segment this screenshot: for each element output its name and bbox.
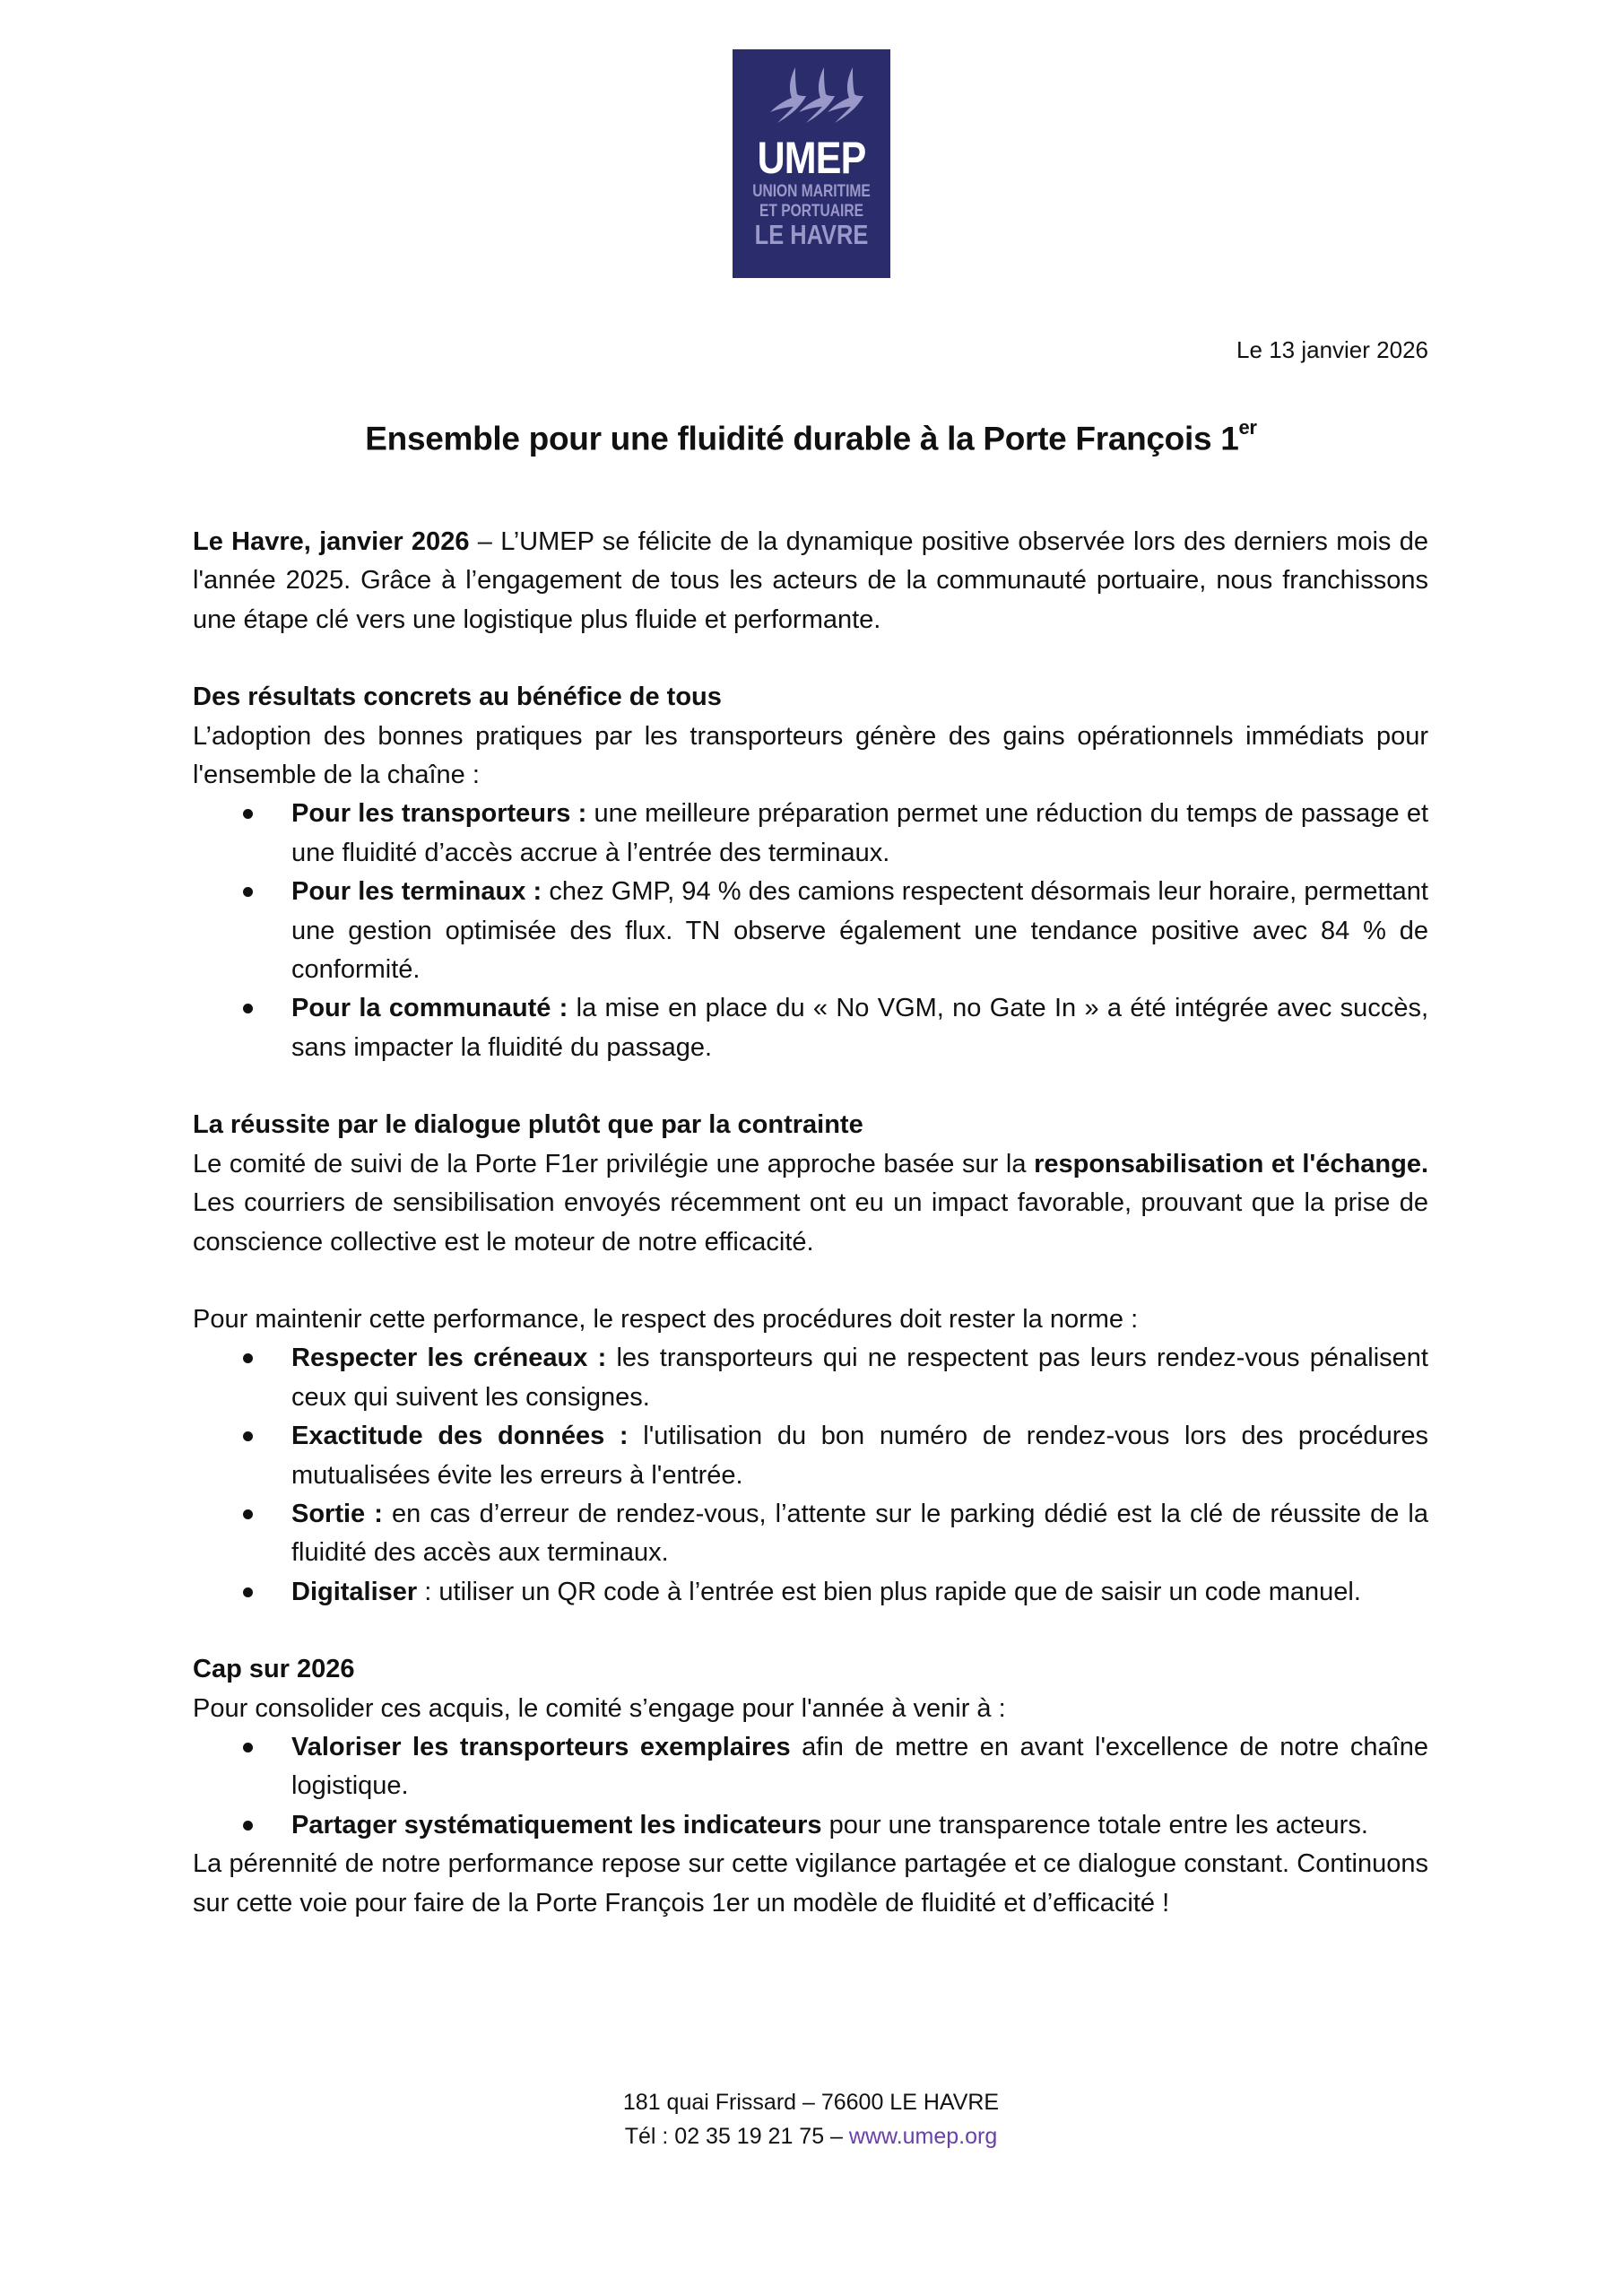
intro-text: – L’UMEP se félicite de la dynamique positive observée lors des derniers mois de l'année 2025. Grâce à l’engagement de tous les acteurs de la communauté portuaire, nous franchissons une étape clé vers une logistique plus fluide et performante. [193,527,1428,634]
item-text: : utiliser un QR code à l’entrée est bien plus rapide que de saisir un code manuel. [417,1577,1361,1606]
bullet-icon [243,887,253,897]
item-label: Sortie : [291,1499,383,1528]
para-text: Le comité de suivi de la Porte F1er privilégie une approche basée sur la [193,1149,1035,1178]
page-title [0,416,1622,457]
section-heading-dialogue: La réussite par le dialogue plutôt que par la contrainte [193,1110,863,1140]
procedures-list [193,1339,1428,1612]
goals-list [193,1728,1428,1845]
section-heading-2026: Cap sur 2026 [193,1655,355,1684]
umep-logo [733,49,890,278]
item-label: Pour la communauté : [291,994,568,1023]
bullet-icon [243,1821,253,1831]
item-label: Partager systématiquement les indicateurs [291,1810,822,1839]
logo-line-3: LE HAVRE [754,219,869,250]
section-paragraph-dialogue [193,1145,1428,1262]
item-label: Respecter les créneaux : [291,1344,607,1373]
intro-lead: Le Havre, janvier 2026 [193,527,470,556]
logo-line-1: UNION MARITIME [752,182,871,201]
bullet-icon [243,1431,253,1441]
results-list [193,795,1428,1067]
list-item [193,795,1428,873]
section-heading-results: Des résultats concrets au bénéfice de tous [193,683,722,712]
bullet-icon [243,1353,253,1363]
section-intro-results: L’adoption des bonnes pratiques par les transporteurs génère des gains opérationnels immédiats pour l'ensemble de la chaîne : [193,721,1428,790]
item-text: les transporteurs qui ne respectent pas leurs rendez-vous pénalisent ceux qui suivent les consignes. [291,1344,1428,1412]
section-intro-2026: Pour consolider ces acquis, le comité s’engage pour l'année à venir à : [193,1693,1006,1723]
item-text: l'utilisation du bon numéro de rendez-vous lors des procédures mutualisées évite les erreurs à l'entrée. [291,1422,1428,1490]
list-item [193,989,1428,1067]
item-text: en cas d’erreur de rendez-vous, l’attente sur le parking dédié est la clé de réussite de la fluidité des accès aux terminaux. [291,1499,1429,1568]
bullet-icon [243,1743,253,1752]
list-item [193,1417,1428,1495]
para-bold: responsabilisation et l'échange. [1034,1149,1429,1178]
list-item [193,1495,1428,1573]
title-main: Ensemble pour une fluidité durable à la Porte François 1 [365,420,1239,457]
para-text: Les courriers de sensibilisation envoyés récemment ont eu un impact favorable, prouvant que la prise de conscience collective est le moteur de notre efficacité. [193,1188,1428,1257]
section-intro-procedures: Pour maintenir cette performance, le respect des procédures doit rester la norme : [193,1304,1139,1334]
item-label: Pour les transporteurs : [291,799,587,829]
list-item [193,1728,1428,1806]
bullet-icon [243,1509,253,1519]
item-text: pour une transparence totale entre les acteurs. [821,1810,1368,1839]
item-text: la mise en place du « No VGM, no Gate In » a été intégrée avec succès, sans impacter la fluidité du passage. [291,994,1429,1062]
bullet-icon [243,809,253,819]
item-text: une meilleure préparation permet une réduction du temps de passage et une fluidité d’accès accrue à l’entrée des terminaux. [291,799,1429,867]
list-item [193,873,1428,989]
title-sup: er [1238,416,1257,439]
bullet-icon [243,1004,253,1013]
footer-contact [0,2119,1622,2153]
item-label: Digitaliser [291,1577,418,1606]
waves-icon [770,65,863,125]
bullet-icon [243,1587,253,1597]
intro-paragraph [193,523,1428,639]
item-label: Pour les terminaux : [291,877,542,907]
logo-line-2: ET PORTUAIRE [759,202,863,221]
website-link[interactable]: www.umep.org [848,2124,998,2149]
item-label: Valoriser les transporteurs exemplaires [291,1732,791,1761]
footer [0,2085,1622,2153]
footer-phone: Tél : 02 35 19 21 75 – [624,2124,849,2149]
closing-paragraph: La pérennité de notre performance repose sur cette vigilance partagée et ce dialogue constant. Continuons sur cette voie pour faire de la Porte François 1er un modèle de fluidité et d’efficacité ! [193,1849,1428,1918]
item-label: Exactitude des données : [291,1422,629,1451]
document-date: Le 13 janvier 2026 [1236,336,1428,363]
logo-brand: UMEP [757,133,866,183]
footer-address: 181 quai Frissard – 76600 LE HAVRE [622,2090,1000,2115]
document-body [193,523,1428,1923]
list-item [193,1806,1428,1845]
item-text: afin de mettre en avant l'excellence de notre chaîne logistique. [291,1732,1428,1801]
item-text: chez GMP, 94 % des camions respectent désormais leur horaire, permettant une gestion optimisée des flux. TN observe également une tendance positive avec 84 % de conformité. [291,877,1428,985]
list-item [193,1339,1428,1417]
list-item [193,1573,1428,1612]
